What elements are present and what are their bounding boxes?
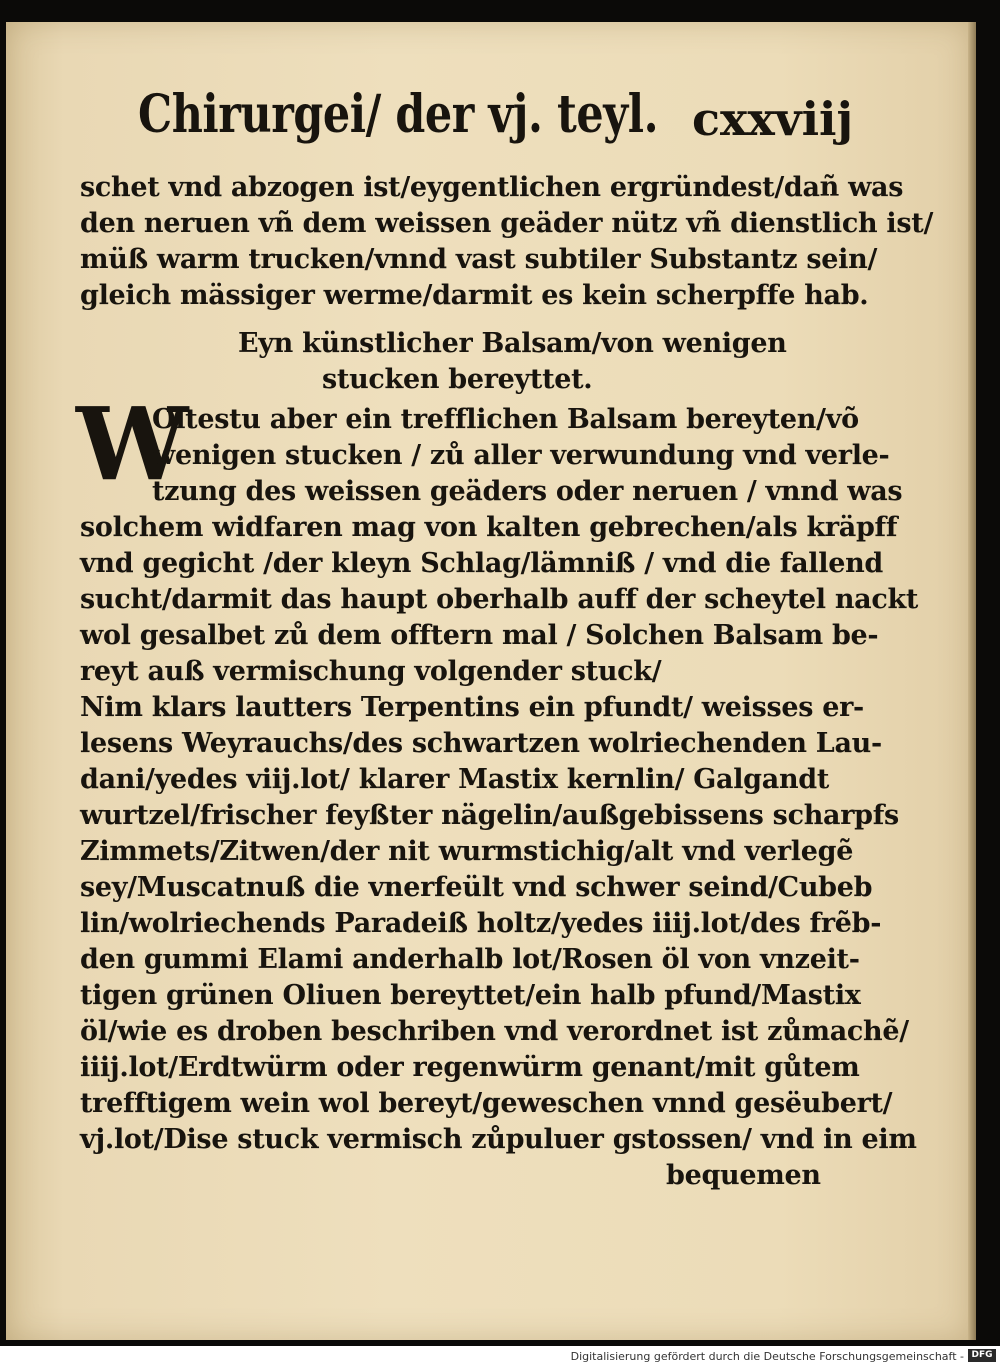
footer-bar [0, 1346, 1000, 1366]
text-line: sucht/darmit das haupt oberhalb auff der scheytel nackt [80, 584, 919, 615]
text-line: öl/wie es droben beschriben vnd verordnet ist zůmachẽ/ [80, 1016, 909, 1047]
section-heading: Eyn künstlicher Balsam/von wenigen [238, 328, 787, 359]
text-line: Oltestu aber ein trefflichen Balsam bereyten/võ [152, 404, 859, 435]
text-line: gleich mässiger werme/darmit es kein scherpffe hab. [80, 280, 869, 311]
dfg-logo: DFG [968, 1349, 996, 1362]
running-header: Chirurgei/ der vj. teyl. [138, 84, 659, 145]
text-line: vj.lot/Dise stuck vermisch zůpuluer gstossen/ vnd in eim [80, 1124, 917, 1155]
funding-credit: Digitalisierung gefördert durch die Deutsche Forschungsgemeinschaft - [570, 1350, 964, 1363]
page-text [6, 22, 970, 1340]
text-line: den neruen vñ dem weissen geäder nütz vñ dienstlich ist/ [80, 208, 934, 239]
text-line: sey/Muscatnuß die vnerfeült vnd schwer seind/Cubeb [80, 872, 873, 903]
text-line: iiij.lot/Erdtwürm oder regenwürm genant/mit gůtem [80, 1052, 860, 1083]
text-line: dani/yedes viij.lot/ klarer Mastix kernlin/ Galgandt [80, 764, 830, 795]
text-line: vnd gegicht /der kleyn Schlag/lämniß / vnd die fallend [80, 548, 884, 579]
folio-number: cxxviij [692, 92, 854, 146]
book-page [6, 22, 970, 1340]
text-line: tigen grünen Oliuen bereyttet/ein halb pfund/Mastix [80, 980, 861, 1011]
text-line: wol gesalbet zů dem offtern mal / Solchen Balsam be- [80, 620, 879, 651]
text-line: reyt auß vermischung volgender stuck/ [80, 656, 662, 687]
text-line: Nim klars lautters Terpentins ein pfundt/ weisses er- [80, 692, 864, 723]
text-line: wurtzel/frischer feyßter nägelin/außgebissens scharpfs [80, 800, 899, 831]
section-heading: stucken bereyttet. [322, 364, 593, 395]
text-line: wenigen stucken / zů aller verwundung vnd verle- [152, 440, 890, 471]
text-line: müß warm trucken/vnnd vast subtiler Substantz sein/ [80, 244, 878, 275]
text-line: Zimmets/Zitwen/der nit wurmstichig/alt vnd verlegẽ [80, 836, 854, 867]
text-line: tzung des weissen geäders oder neruen / vnnd was [152, 476, 903, 507]
text-line: trefftigem wein wol bereyt/geweschen vnnd gesëubert/ [80, 1088, 893, 1119]
text-line: solchem widfaren mag von kalten gebrechen/als kräpff [80, 512, 898, 543]
text-line: lesens Weyrauchs/des schwartzen wolriechenden Lau- [80, 728, 882, 759]
text-line: schet vnd abzogen ist/eygentlichen ergründest/dañ was [80, 172, 904, 203]
catchword: bequemen [666, 1160, 821, 1191]
text-line: den gummi Elami anderhalb lot/Rosen öl von vnzeit- [80, 944, 860, 975]
text-line: lin/wolriechends Paradeiß holtz/yedes iiij.lot/des frẽb- [80, 908, 882, 939]
decorated-initial: W [76, 385, 189, 503]
page-edge [968, 22, 976, 1340]
